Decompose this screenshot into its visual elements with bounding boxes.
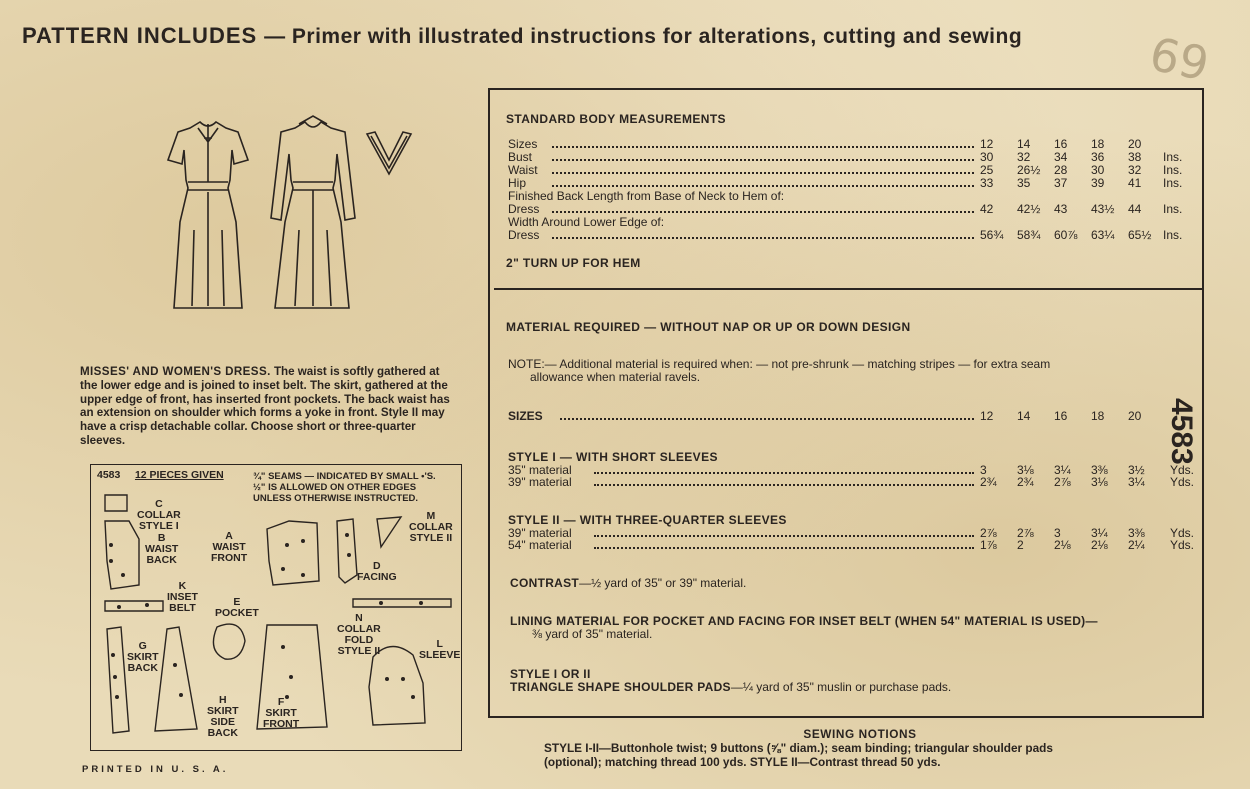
piece-d-shape bbox=[337, 519, 357, 583]
material-sizes-row-value: 16 bbox=[1054, 409, 1068, 423]
measure-row bbox=[508, 151, 1184, 163]
measure-row-value: 26½ bbox=[1017, 163, 1041, 177]
sizes-row-value: 16 bbox=[1054, 137, 1068, 151]
back-length-row-value: 43½ bbox=[1091, 202, 1115, 216]
contrast-line bbox=[510, 577, 746, 590]
note-line-1: — Additional material is required when: — not pre-shrunk — matching stripes — for extra seam bbox=[544, 357, 1051, 371]
width-label: Width Around Lower Edge of: bbox=[508, 215, 665, 229]
back-length-row-unit: Ins. bbox=[1163, 202, 1183, 216]
measure-row bbox=[508, 164, 1184, 176]
width-row-value: 58¾ bbox=[1017, 228, 1041, 242]
measure-row-leader bbox=[552, 159, 974, 161]
label-m: M COLLAR STYLE II bbox=[409, 510, 453, 544]
measure-row-value: 39 bbox=[1091, 176, 1105, 190]
seams-line-3: UNLESS OTHERWISE INSTRUCTED. bbox=[253, 493, 419, 504]
notions-line-2: (optional); matching thread 100 yds. STYLE II—Contrast thread 50 yds. bbox=[544, 755, 941, 769]
sizes-row-label: Sizes bbox=[508, 137, 538, 151]
measure-row-value: 41 bbox=[1128, 176, 1142, 190]
lining-text: ⅜ yard of 35" material. bbox=[532, 627, 653, 641]
piece-e-shape bbox=[213, 624, 245, 659]
style2-row-label: 39" material bbox=[508, 526, 572, 540]
style1-row-value: 3⅜ bbox=[1091, 463, 1108, 477]
stamp: 69 bbox=[1145, 26, 1214, 92]
label-g: G SKIRT BACK bbox=[127, 640, 159, 674]
style1-row-value: 3¼ bbox=[1054, 463, 1071, 477]
measure-row-value: 32 bbox=[1017, 150, 1031, 164]
style2-row-value: 2⅛ bbox=[1091, 538, 1108, 552]
back-length-row-leader bbox=[552, 211, 974, 213]
style1-row-value: 3⅛ bbox=[1091, 475, 1108, 489]
material-sizes-row-value: 18 bbox=[1091, 409, 1105, 423]
style2-row-value: 3¼ bbox=[1091, 526, 1108, 540]
sizes-row-value: 18 bbox=[1091, 137, 1105, 151]
style2-row-label: 54" material bbox=[508, 538, 572, 552]
measure-row-label: Waist bbox=[508, 163, 538, 177]
piece-l-shape bbox=[369, 646, 425, 725]
style1-title: STYLE I — WITH SHORT SLEEVES bbox=[508, 450, 718, 464]
measure-row-value: 28 bbox=[1054, 163, 1068, 177]
material-sizes-row-value: 20 bbox=[1128, 409, 1142, 423]
pads-text: —¼ yard of 35" muslin or purchase pads. bbox=[730, 680, 952, 694]
pieces-count: 12 PIECES GIVEN bbox=[134, 469, 224, 481]
label-k: K INSET BELT bbox=[167, 580, 198, 614]
lining-line bbox=[510, 615, 1098, 641]
style1-row-unit: Yds. bbox=[1170, 463, 1195, 477]
material-sizes-row bbox=[508, 410, 1184, 422]
back-length-row-label: Dress bbox=[508, 202, 540, 216]
style2-row bbox=[508, 538, 1195, 552]
style2-row-value: 3⅜ bbox=[1128, 526, 1145, 540]
header-title: PATTERN INCLUDES bbox=[22, 23, 258, 48]
style2-row-value: 2⅛ bbox=[1054, 538, 1071, 552]
measure-row-value: 34 bbox=[1054, 150, 1068, 164]
style2-title: STYLE II — WITH THREE-QUARTER SLEEVES bbox=[508, 513, 787, 527]
width-row-value: 60⅞ bbox=[1054, 228, 1078, 242]
dress-illustration bbox=[160, 110, 430, 315]
material-sizes-row-label: SIZES bbox=[508, 409, 543, 423]
style2-row-value: 1⅞ bbox=[980, 538, 997, 552]
style1-row-value: 3 bbox=[980, 463, 987, 477]
piece-b-shape bbox=[105, 521, 139, 589]
contrast-text: —½ yard of 35" or 39" material. bbox=[579, 576, 747, 590]
back-length-row-value: 44 bbox=[1128, 202, 1142, 216]
sizes-row-leader bbox=[552, 146, 974, 148]
description-title: MISSES' AND WOMEN'S DRESS. bbox=[80, 365, 271, 378]
style1-row-value: 2¾ bbox=[1017, 475, 1034, 489]
sizes-row-value: 14 bbox=[1017, 137, 1031, 151]
width-row-unit: Ins. bbox=[1163, 228, 1183, 242]
measure-row-leader bbox=[552, 185, 974, 187]
pads-line bbox=[510, 668, 951, 694]
style1-row-label: 35" material bbox=[508, 463, 572, 477]
measure-row-unit: Ins. bbox=[1163, 163, 1183, 177]
back-length-row-value: 42½ bbox=[1017, 202, 1041, 216]
style1-row-unit: Yds. bbox=[1170, 475, 1195, 489]
measure-row-label: Bust bbox=[508, 150, 533, 164]
label-a: A WAIST FRONT bbox=[211, 530, 248, 564]
measure-row-unit: Ins. bbox=[1163, 150, 1183, 164]
measure-row bbox=[508, 177, 1184, 189]
measure-row-value: 32 bbox=[1128, 163, 1142, 177]
style2-row-unit: Yds. bbox=[1170, 526, 1195, 540]
measure-row-leader bbox=[552, 172, 974, 174]
pads-label-2: TRIANGLE SHAPE SHOULDER PADS bbox=[510, 680, 731, 694]
dress-back-sketch bbox=[271, 116, 355, 308]
pattern-pieces-box bbox=[90, 464, 462, 751]
style1-row-value: 3⅛ bbox=[1017, 463, 1034, 477]
style1-row-leader bbox=[594, 484, 974, 486]
width-row-value: 65½ bbox=[1128, 228, 1152, 242]
label-b: B WAIST BACK bbox=[145, 532, 179, 566]
notions-title: SEWING NOTIONS bbox=[803, 727, 917, 741]
width-row-leader bbox=[552, 237, 974, 239]
material-sizes-row-leader bbox=[560, 418, 974, 420]
back-length-row-value: 43 bbox=[1054, 202, 1068, 216]
back-length-row bbox=[508, 203, 1184, 215]
style2-row-value: 2⅞ bbox=[980, 526, 997, 540]
piece-a-shape bbox=[267, 521, 319, 585]
back-length-label: Finished Back Length from Base of Neck to Hem of: bbox=[508, 189, 785, 203]
material-note bbox=[508, 358, 1050, 384]
piece-c-shape bbox=[105, 495, 127, 511]
measure-row-value: 25 bbox=[980, 163, 994, 177]
measure-row-value: 37 bbox=[1054, 176, 1068, 190]
measure-row-value: 30 bbox=[1091, 163, 1105, 177]
dress-front-sketch bbox=[168, 122, 248, 308]
piece-m-shape bbox=[377, 517, 401, 547]
piece-n-shape bbox=[353, 599, 451, 607]
measure-row-value: 36 bbox=[1091, 150, 1105, 164]
sewing-notions bbox=[490, 727, 1210, 769]
seams-line-2: ½" IS ALLOWED ON OTHER EDGES bbox=[253, 482, 417, 493]
material-sizes-row-value: 12 bbox=[980, 409, 994, 423]
style2-row-value: 2¼ bbox=[1128, 538, 1145, 552]
style2-row-leader bbox=[594, 547, 974, 549]
seams-line-1: ¾" SEAMS — INDICATED BY SMALL •'S. bbox=[253, 471, 436, 482]
notions-line-1: STYLE I-II—Buttonhole twist; 9 buttons (⅝" diam.); seam binding; triangular shoulder pads bbox=[544, 741, 1053, 755]
style1-row bbox=[508, 475, 1195, 489]
header-subtitle: — Primer with illustrated instructions for alterations, cutting and sewing bbox=[264, 25, 1023, 48]
style2-row-value: 3 bbox=[1054, 526, 1061, 540]
width-row-value: 63¼ bbox=[1091, 228, 1115, 242]
style1-row-label: 39" material bbox=[508, 475, 572, 489]
back-length-row-value: 42 bbox=[980, 202, 994, 216]
style2-row-value: 2⅞ bbox=[1017, 526, 1034, 540]
sizes-row-value: 12 bbox=[980, 137, 994, 151]
collar-sketch bbox=[367, 132, 411, 174]
note-label: NOTE: bbox=[508, 357, 545, 371]
measure-row-value: 30 bbox=[980, 150, 994, 164]
note-line-2: allowance when material ravels. bbox=[530, 370, 701, 384]
body-measurements-title: STANDARD BODY MEASUREMENTS bbox=[506, 112, 726, 126]
measurements-box bbox=[488, 88, 1204, 718]
measure-row-value: 35 bbox=[1017, 176, 1031, 190]
style2-row-leader bbox=[594, 535, 974, 537]
header bbox=[22, 22, 1202, 49]
lining-label: LINING MATERIAL FOR POCKET AND FACING FOR INSET BELT (WHEN 54" MATERIAL IS USED)— bbox=[510, 614, 1098, 628]
style2-row bbox=[508, 526, 1195, 540]
label-c: C COLLAR STYLE I bbox=[137, 498, 181, 532]
sizes-row-value: 20 bbox=[1128, 137, 1142, 151]
measure-row-value: 33 bbox=[980, 176, 994, 190]
style1-row-value: 2¾ bbox=[980, 475, 997, 489]
label-f: F SKIRT FRONT bbox=[263, 696, 300, 730]
piece-k-shape bbox=[105, 601, 163, 611]
style1-row-value: 2⅞ bbox=[1054, 475, 1071, 489]
printed-note: PRINTED IN U. S. A. bbox=[82, 764, 229, 775]
width-row-label: Dress bbox=[508, 228, 540, 242]
measure-row-value: 38 bbox=[1128, 150, 1142, 164]
sizes-row bbox=[508, 138, 1184, 150]
description-text: The waist is softly gathered at the lower edge and is joined to inset belt. The skirt, gathered at the upper edge of front, has inserted front pockets. The back waist has an extension on shoulder which forms a yoke in front. Style II may have a crisp detachable collar. Choose short or three-quarter sleeves. bbox=[80, 365, 450, 447]
material-sizes-row-value: 14 bbox=[1017, 409, 1031, 423]
label-l: L SLEEVE bbox=[419, 638, 461, 661]
label-d: D FACING bbox=[357, 560, 397, 583]
piece-h-shape bbox=[155, 627, 197, 731]
style1-row bbox=[508, 463, 1195, 477]
label-e: E POCKET bbox=[215, 596, 259, 619]
hem-note: 2" TURN UP FOR HEM bbox=[506, 256, 641, 270]
style2-row-value: 2 bbox=[1017, 538, 1024, 552]
measure-row-label: Hip bbox=[508, 176, 527, 190]
pattern-number: 4583 bbox=[1165, 398, 1198, 465]
label-h: H SKIRT SIDE BACK bbox=[207, 694, 239, 739]
measure-row-unit: Ins. bbox=[1163, 176, 1183, 190]
style2-row-unit: Yds. bbox=[1170, 538, 1195, 552]
contrast-label: CONTRAST bbox=[510, 576, 580, 590]
material-title: MATERIAL REQUIRED — WITHOUT NAP OR UP OR DOWN DESIGN bbox=[506, 320, 911, 334]
pads-label-1: STYLE I OR II bbox=[510, 667, 591, 681]
label-n: N COLLAR FOLD STYLE II bbox=[337, 612, 381, 657]
width-row-value: 56¾ bbox=[980, 228, 1004, 242]
style1-row-leader bbox=[594, 472, 974, 474]
section-divider bbox=[494, 288, 1204, 290]
description bbox=[80, 365, 460, 448]
style1-row-value: 3½ bbox=[1128, 463, 1145, 477]
style1-row-value: 3¼ bbox=[1128, 475, 1145, 489]
width-row bbox=[508, 229, 1184, 241]
piece-g-shape bbox=[107, 627, 129, 733]
pieces-number: 4583 bbox=[97, 469, 121, 481]
